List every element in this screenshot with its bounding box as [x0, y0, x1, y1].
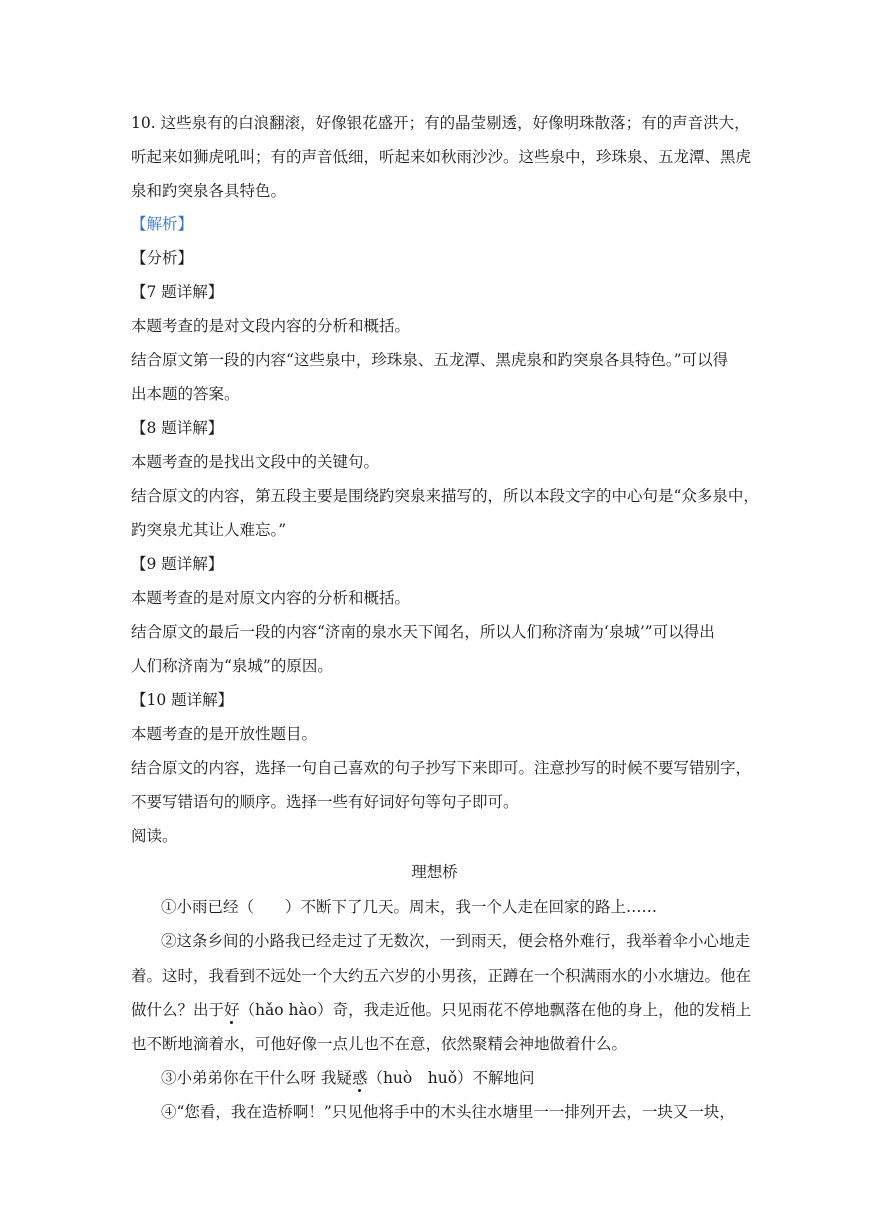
q8-text-1: 本题考查的是找出文段中的关键句。: [131, 453, 380, 471]
answer-10-line-2: 听起来如狮虎吼叫；有的声音低细，听起来如秋雨沙沙。这些泉中，珍珠泉、五龙潭、黑虎: [131, 148, 752, 166]
para-3-prefix: ③小弟弟你在干什么呀 我疑: [161, 1069, 352, 1087]
q7-text-2: 结合原文第一段的内容“这些泉中，珍珠泉、五龙潭、黑虎泉和趵突泉各具特色。”可以得: [131, 351, 729, 369]
para-2-line-3-suffix: （hǎo hào）奇，我走近他。只见雨花不停地飘落在他的身上，他的发梢上: [239, 1001, 752, 1019]
q10-text-3: 不要写错语句的顺序。选择一些有好词好句等句子即可。: [131, 793, 519, 811]
q7-text-3: 出本题的答案。: [131, 385, 240, 403]
passage-para-4: ④“您看，我在造桥啊！”只见他将手中的木头往水塘里一一排列开去，一块又一块，: [161, 1103, 735, 1121]
q9-heading: 【9 题详解】: [131, 555, 224, 573]
passage-para-2-line-2: 着。这时，我看到不远处一个大约五六岁的小男孩，正蹲在一个积满雨水的小水塘边。他在: [131, 967, 752, 985]
fenxi-heading: 【分析】: [131, 249, 194, 267]
q7-heading: 【7 题详解】: [131, 283, 224, 301]
passage-para-2-line-4: 也不断地滴着水，可他好像一点儿也不在意，依然聚精会神地做着什么。: [131, 1035, 628, 1053]
q10-text-1: 本题考查的是开放性题目。: [131, 725, 318, 743]
dotted-char-hao: 好: [224, 1001, 240, 1019]
q7-text-1: 本题考查的是对文段内容的分析和概括。: [131, 317, 411, 335]
q10-heading: 【10 题详解】: [131, 691, 234, 709]
reading-label: 阅读。: [131, 827, 178, 845]
q9-text-2: 结合原文的最后一段的内容“济南的泉水天下闻名，所以人们称济南为‘泉城’”可以得出: [131, 623, 715, 641]
q10-text-2: 结合原文的内容，选择一句自己喜欢的句子抄写下来即可。注意抄写的时候不要写错别字，: [131, 759, 752, 777]
q8-heading: 【8 题详解】: [131, 419, 224, 437]
q8-text-3: 趵突泉尤其让人难忘。”: [131, 521, 287, 539]
analysis-heading: 【解析】: [131, 215, 194, 233]
passage-para-1: ①小雨已经（ ）不断下了几天。周末，我一个人走在回家的路上……: [161, 898, 658, 916]
passage-title: 理想桥: [411, 863, 458, 881]
q9-text-3: 人们称济南为“泉城”的原因。: [131, 657, 333, 675]
q9-text-1: 本题考查的是对原文内容的分析和概括。: [131, 589, 411, 607]
passage-para-2-line-1: ②这条乡间的小路我已经走过了无数次，一到雨天，便会格外难行，我举着伞小心地走: [161, 932, 751, 950]
para-3-suffix: （huò huǒ）不解地问: [367, 1069, 535, 1087]
passage-para-2-line-3: [131, 1000, 751, 1020]
passage-para-3: [161, 1068, 535, 1088]
answer-10-line-3: 泉和趵突泉各具特色。: [131, 182, 287, 200]
dotted-char-huo: 惑: [351, 1069, 368, 1087]
answer-10-line-1: 10. 这些泉有的白浪翻滚，好像银花盛开；有的晶莹剔透，好像明珠散落；有的声音洪大，: [131, 114, 750, 132]
q8-text-2: 结合原文的内容，第五段主要是围绕趵突泉来描写的，所以本段文字的中心句是“众多泉中，: [131, 487, 759, 505]
para-2-line-3-prefix: 做什么？出于: [131, 1001, 225, 1019]
